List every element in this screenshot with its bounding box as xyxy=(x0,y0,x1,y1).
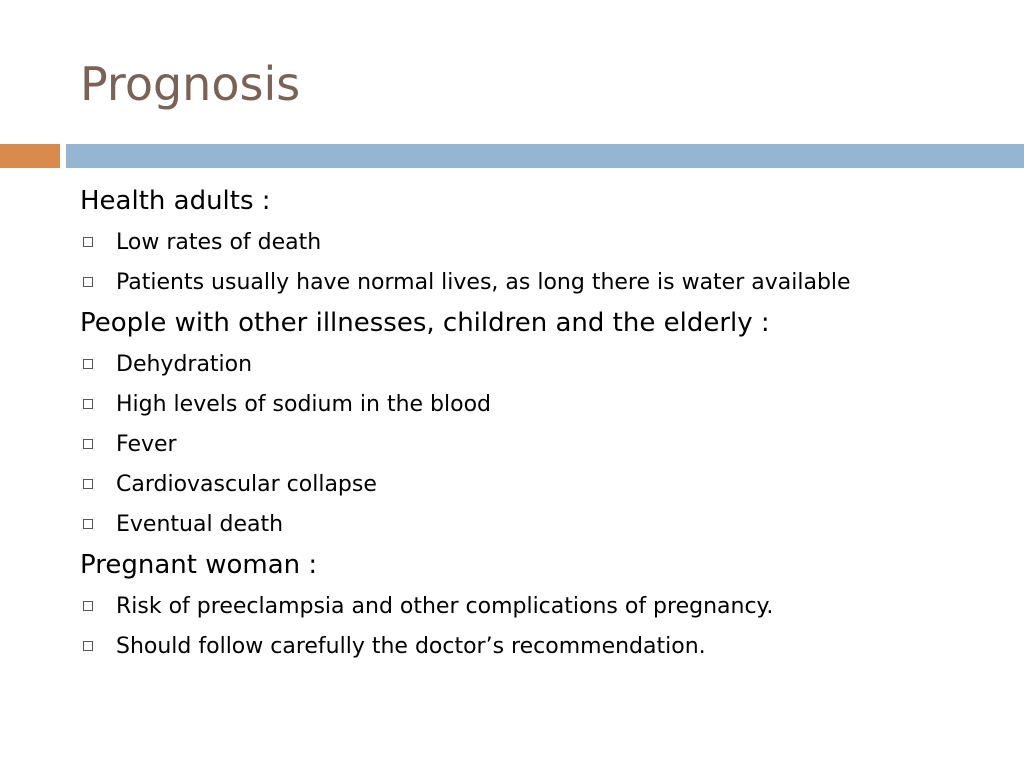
section-pregnant-woman xyxy=(80,544,1000,666)
bullet-item xyxy=(80,222,1000,262)
section-heading: People with other illnesses, children and the elderly : xyxy=(80,308,770,338)
bullet-text: Dehydration xyxy=(116,351,253,377)
bullet-item xyxy=(80,626,1000,666)
hollow-square-bullet-icon xyxy=(83,479,93,489)
section-heading: Health adults : xyxy=(80,186,271,216)
hollow-square-bullet-icon xyxy=(83,519,93,529)
accent-bar-blue xyxy=(66,144,1024,168)
bullet-item xyxy=(80,384,1000,424)
bullet-text: Cardiovascular collapse xyxy=(116,471,377,497)
bullet-text: Patients usually have normal lives, as long there is water available xyxy=(116,269,851,295)
bullet-text: Should follow carefully the doctor’s recommendation. xyxy=(116,633,706,659)
section-health-adults xyxy=(80,180,1000,302)
hollow-square-bullet-icon xyxy=(83,399,93,409)
bullet-text: Low rates of death xyxy=(116,229,322,255)
bullet-item xyxy=(80,504,1000,544)
bullet-text: Risk of preeclampsia and other complications of pregnancy. xyxy=(116,593,774,619)
bullet-item xyxy=(80,262,1000,302)
slide-content xyxy=(80,180,1000,666)
bullet-item xyxy=(80,344,1000,384)
section-other-illnesses xyxy=(80,302,1000,544)
bullet-item xyxy=(80,424,1000,464)
accent-bar-orange xyxy=(0,144,60,168)
hollow-square-bullet-icon xyxy=(83,237,93,247)
slide-title: Prognosis xyxy=(80,57,301,111)
section-heading: Pregnant woman : xyxy=(80,550,318,580)
hollow-square-bullet-icon xyxy=(83,359,93,369)
bullet-text: High levels of sodium in the blood xyxy=(116,391,491,417)
bullet-item xyxy=(80,586,1000,626)
bullet-text: Eventual death xyxy=(116,511,284,537)
bullet-item xyxy=(80,464,1000,504)
bullet-text: Fever xyxy=(116,431,177,457)
hollow-square-bullet-icon xyxy=(83,277,93,287)
hollow-square-bullet-icon xyxy=(83,439,93,449)
hollow-square-bullet-icon xyxy=(83,601,93,611)
hollow-square-bullet-icon xyxy=(83,641,93,651)
